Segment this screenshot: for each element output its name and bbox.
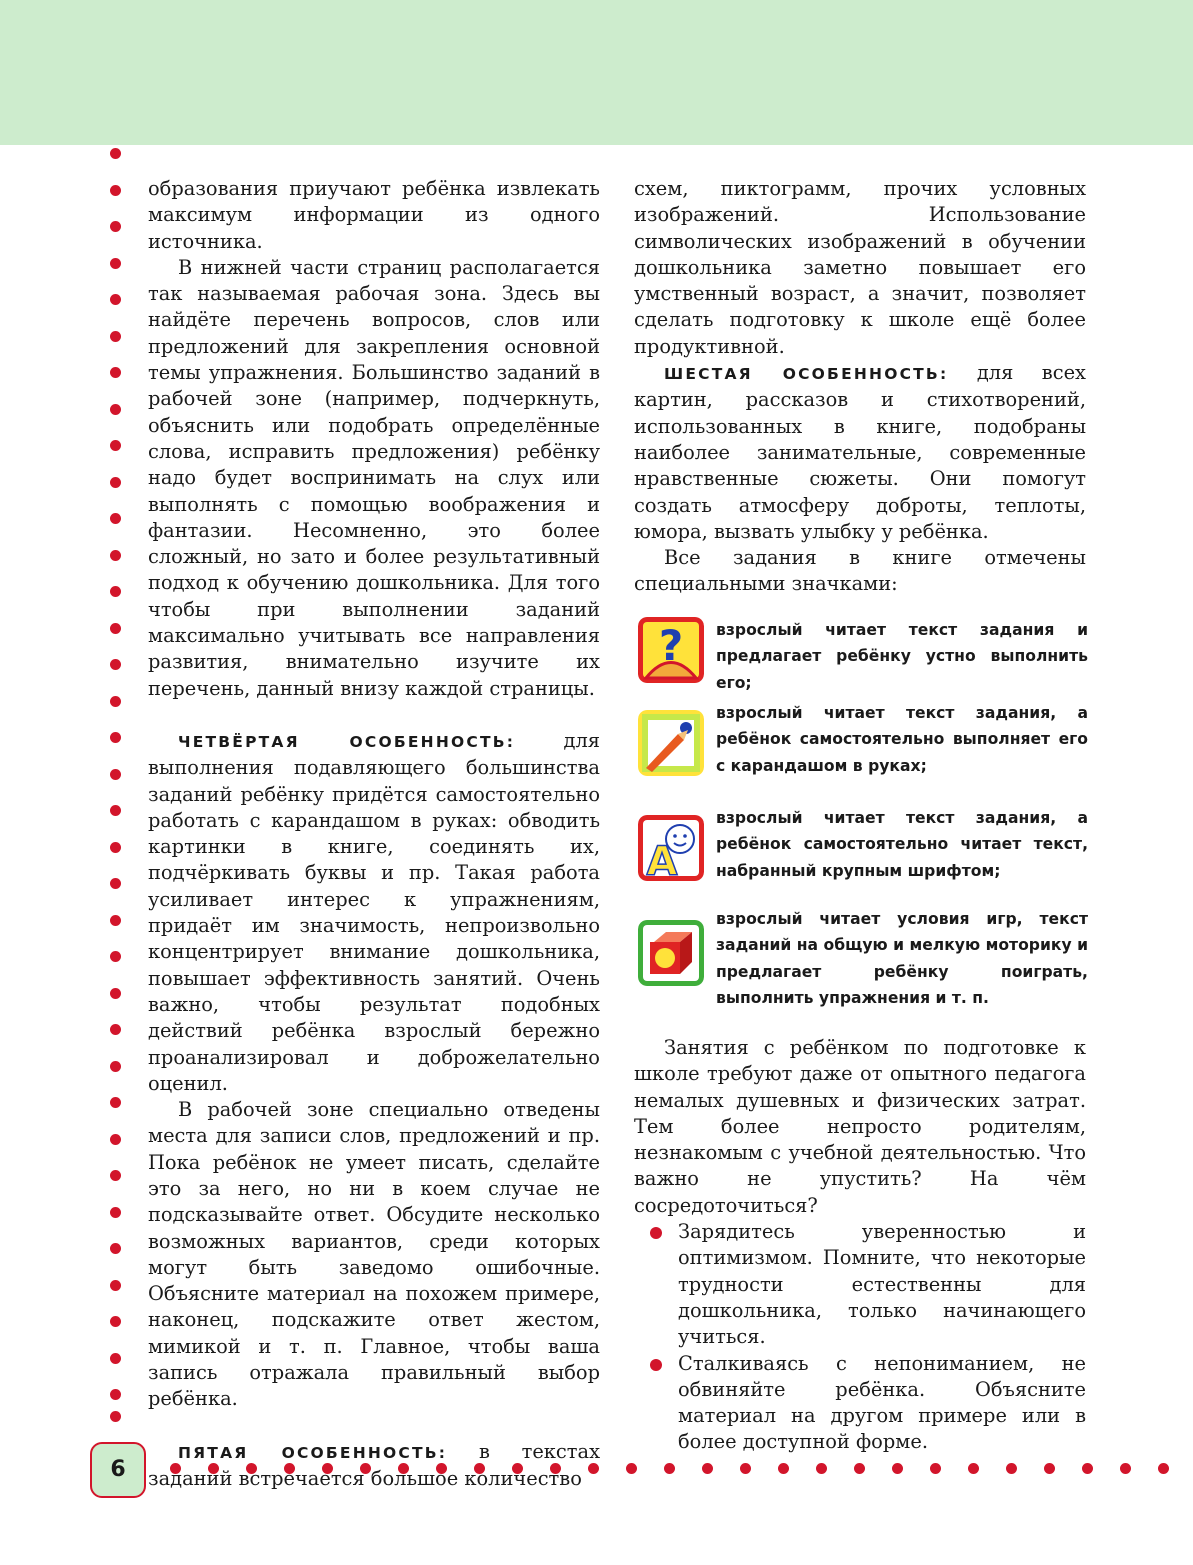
icon-description: взрослый читает текст задания, а ребёнок самостоятельно выполняет его с карандашом в руках; <box>716 704 1088 775</box>
border-dot <box>110 440 121 451</box>
bullet-text: Сталкиваясь с непониманием, не обвиняйте ребёнка. Объясните материал на другом примере или в более доступной форме. <box>678 1351 1086 1454</box>
border-dot <box>1120 1463 1131 1474</box>
border-dot <box>110 915 121 926</box>
icon-description: взрослый читает текст задания, а ребёнок самостоятельно читает текст, набранный крупным шрифтом; <box>716 809 1088 880</box>
border-dot <box>110 367 121 378</box>
border-dot <box>110 1024 121 1035</box>
border-dot <box>110 221 121 232</box>
paragraph: Все задания в книге отмечены специальными значками: <box>634 546 1086 596</box>
feature-label: ПЯТАЯ ОСОБЕННОСТЬ: <box>178 1443 448 1462</box>
letter-a-icon <box>638 815 704 881</box>
border-dot <box>1158 1463 1169 1474</box>
border-dot <box>626 1463 637 1474</box>
bullet-dot <box>650 1359 662 1371</box>
left-column <box>148 176 600 1492</box>
border-dot <box>110 550 121 561</box>
header-band <box>0 0 1193 145</box>
border-dot <box>110 951 121 962</box>
paragraph: схем, пиктограмм, прочих условных изображений. Использование символических изображений в обучении дошкольника заметно повышает его умственный возраст, а значит, позволяет сделать подготовку к школе ещё более продуктивной. <box>634 177 1086 358</box>
border-dot <box>110 659 121 670</box>
border-dot <box>1006 1463 1017 1474</box>
feature-label: ЧЕТВЁРТАЯ ОСОБЕННОСТЬ: <box>178 732 516 751</box>
paragraph-text: для выполнения подавляющего большинства заданий ребёнку придётся самостоятельно работать с карандашом в руках: обводить картинки в книге, соединять их, подчёркивать буквы и пр. Такая работа усиливает интерес к упражнениям, придаёт им значимость, непроизвольно концентрирует внимание дошкольника, повышает эффективность занятий. Очень важно, чтобы результат подобных действий ребёнка взрослый бережно проанализировал и доброжелательно оценил. <box>148 728 600 1095</box>
border-dot <box>110 294 121 305</box>
border-dot <box>110 1061 121 1072</box>
bullet-item <box>634 1219 1086 1350</box>
border-dot <box>664 1463 675 1474</box>
svg-text:?: ? <box>658 621 684 670</box>
border-dot <box>1044 1463 1055 1474</box>
border-dot <box>110 1411 121 1422</box>
paragraph <box>634 360 1086 545</box>
border-dot <box>110 1353 121 1364</box>
paragraph: В рабочей зоне специально отведены места для записи слов, предложений и пр. Пока ребёнок не умеет писать, сделайте это за него, но ни в коем случае не подсказывайте ответ. Обсудите несколько возможных вариантов, среди которых могут быть заведомо ошибочные. Объясните материал на похожем примере, наконец, подскажите ответ жестом, мимикой и т. п. Главное, чтобы ваша запись отражала правильный выбор ребёнка. <box>148 1098 600 1411</box>
border-dot <box>110 842 121 853</box>
border-dot <box>740 1463 751 1474</box>
border-dot <box>110 1280 121 1291</box>
border-dot <box>110 513 121 524</box>
border-dot <box>110 477 121 488</box>
border-dot <box>110 258 121 269</box>
border-dot <box>110 586 121 597</box>
border-dot <box>110 1389 121 1400</box>
border-dot <box>110 805 121 816</box>
paragraph-text: в текстах заданий встречается большое количество <box>148 1439 600 1490</box>
border-dot <box>110 1316 121 1327</box>
border-dot <box>110 1243 121 1254</box>
border-dot <box>110 1134 121 1145</box>
paragraph: Занятия с ребёнком по подготовке к школе требуют даже от опытного педагога немалых душевных и физических затрат. Тем более непросто родителям, незнакомым с учебной деятельностью. Что важно не упустить? На чём сосредоточиться? <box>634 1036 1086 1217</box>
paragraph: В нижней части страниц располагается так называемая рабочая зона. Здесь вы найдёте перечень вопросов, слов или предложений для закрепления основной темы упражнения. Большинство заданий в рабочей зоне (например, подчеркнуть, объяснить или подобрать определённые слова, исправить предложения) ребёнку надо будет воспринимать на слух или выполнять с помощью воображения и фантазии. Несомненно, это более сложный, но зато и более результативный подход к обучению дошкольника. Для того чтобы при выполнении заданий максимально учитывать все направления развития, внимательно изучите их перечень, данный внизу каждой страницы. <box>148 255 600 700</box>
paragraph <box>148 728 600 1097</box>
paragraph <box>148 1439 600 1493</box>
border-dot <box>110 148 121 159</box>
border-dot <box>110 623 121 634</box>
bullet-item <box>634 1351 1086 1456</box>
border-dot <box>702 1463 713 1474</box>
border-dot <box>110 331 121 342</box>
border-dot <box>110 1170 121 1181</box>
border-dot <box>110 1207 121 1218</box>
border-dot <box>778 1463 789 1474</box>
icon-description: взрослый читает текст задания и предлагает ребёнку устно выполнить его; <box>716 621 1088 692</box>
border-dot <box>854 1463 865 1474</box>
cube-icon <box>638 920 704 986</box>
border-dot <box>110 404 121 415</box>
border-dot <box>110 769 121 780</box>
border-dot <box>110 878 121 889</box>
svg-text:A: A <box>646 839 678 881</box>
border-dot <box>1082 1463 1093 1474</box>
right-column <box>634 176 1086 598</box>
border-dot <box>892 1463 903 1474</box>
right-column-bottom <box>634 1035 1086 1456</box>
bullet-text: Зарядитесь уверенностью и оптимизмом. Помните, что некоторые трудности естественны для дошкольника, только начинающего учиться. <box>678 1220 1086 1349</box>
icon-description: взрослый читает условия игр, текст заданий на общую и мелкую моторику и предлагает ребёнку поиграть, выполнить упражнения и т. п. <box>716 910 1088 1007</box>
border-dot <box>968 1463 979 1474</box>
bullet-dot <box>650 1227 662 1239</box>
border-dot <box>110 696 121 707</box>
border-dot <box>110 732 121 743</box>
paragraph: образования приучают ребёнка извлекать максимум информации из одного источника. <box>148 177 600 253</box>
border-dot <box>110 185 121 196</box>
border-dot <box>110 988 121 999</box>
border-dot <box>110 1097 121 1108</box>
page-number: 6 <box>90 1442 146 1498</box>
border-dot <box>930 1463 941 1474</box>
border-dot <box>816 1463 827 1474</box>
feature-label: ШЕСТАЯ ОСОБЕННОСТЬ: <box>664 365 949 384</box>
question-icon <box>638 617 704 683</box>
paragraph-text: для всех картин, рассказов и стихотворений, использованных в книге, подобраны наиболее занимательные, современные нравственные сюжеты. Они помогут создать атмосферу доброты, теплоты, юмора, вызвать улыбку у ребёнка. <box>634 361 1086 543</box>
pencil-icon <box>638 710 704 776</box>
